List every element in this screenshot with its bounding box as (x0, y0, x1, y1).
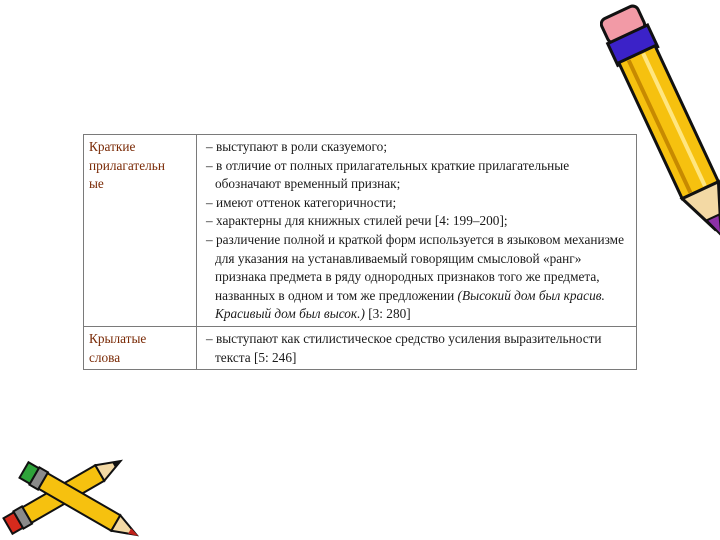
table-row (84, 135, 637, 327)
list-item: – в отличие от полных прилагательных краткие прилагательные обозначают временный признак; (206, 157, 570, 192)
list-item: – выступают как стилистическое средство усиления выразительности текста [5: 246] (206, 330, 602, 365)
term-line: Крылатые (89, 330, 147, 346)
term-cell (84, 326, 197, 369)
term-line: ые (89, 176, 104, 192)
reference-text: [3: 280] (364, 306, 411, 322)
list-item: – имеют оттенок категоричности; (206, 194, 397, 210)
list-item: – характерны для книжных стилей речи [4: 199–200]; (206, 213, 508, 229)
list-item: – выступают в роли сказуемого; (206, 139, 388, 154)
example-text: (Высокий дом был красив. Красивый дом был высок.) (215, 287, 605, 322)
content-table (83, 134, 637, 370)
term-line: слова (89, 349, 121, 365)
term-line: прилагательн (89, 157, 165, 173)
description-cell (197, 326, 637, 369)
term-line: Краткие (89, 139, 136, 154)
description-cell (197, 135, 637, 327)
term-cell (84, 135, 197, 327)
crossed-pencils-icon (0, 430, 145, 540)
list-item (206, 231, 630, 324)
item-text: – различение полной и краткой форм используется в языковом механизме для указания на устанавливаемый говорящим смысловой «ранг» признака предмета в ряду однородных признаков того же предмета, названных в одном и том же предложении (206, 231, 625, 303)
table-row (84, 326, 637, 369)
